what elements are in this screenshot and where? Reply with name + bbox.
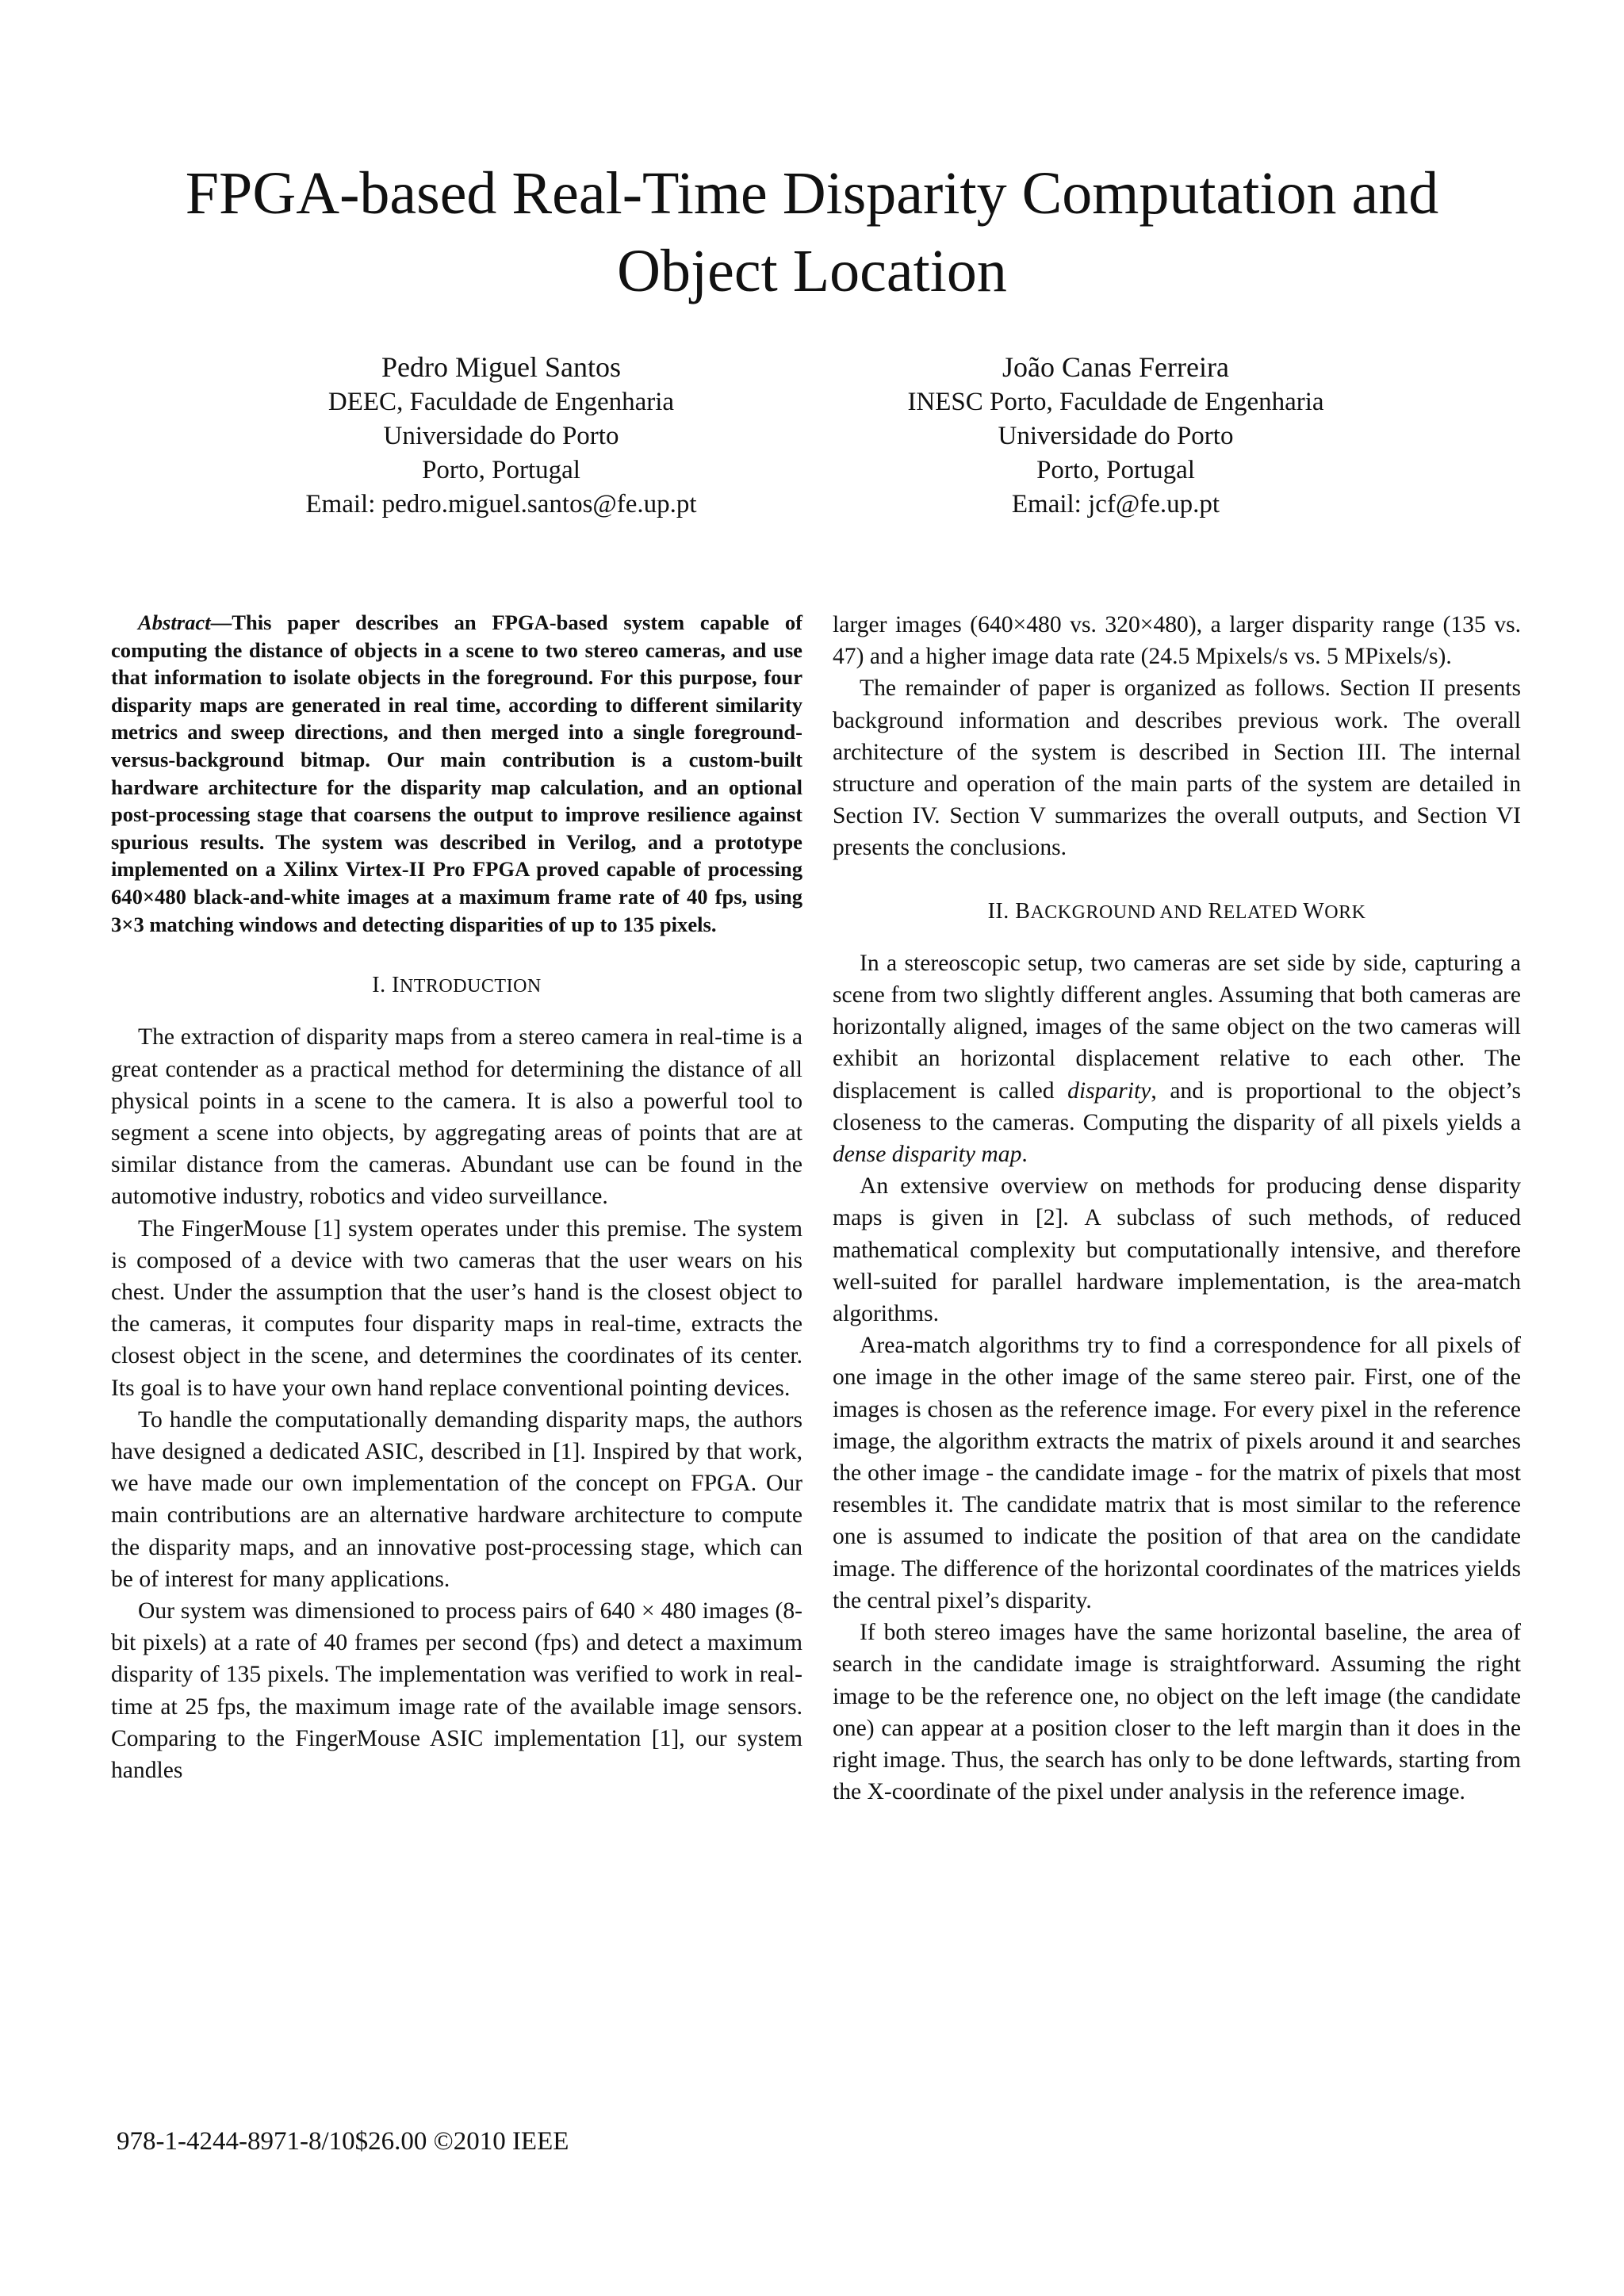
paper-title [0, 155, 1624, 310]
author-department: DEEC, Faculdade de Engenharia [327, 388, 675, 416]
section-title-rest: ELATED [1223, 901, 1298, 923]
right-column [833, 609, 1521, 1808]
author-block-1 [184, 349, 818, 522]
abstract [111, 609, 802, 938]
paragraph: If both stereo images have the same horizontal baseline, the area of search in the candidate image is straightforward. Assuming the right image to be the reference one, no object on the left image (the candidate one) can appear at a position closer to the left margin than it does in the right image. Thus, the search has only to be done leftwards, starting from the X-coordinate of the pixel under analysis in the reference image. [833, 1620, 1521, 1805]
author-city: Porto, Portugal [1036, 456, 1195, 484]
author-name: Pedro Miguel Santos [381, 351, 621, 383]
paragraph [833, 947, 1521, 1170]
text-run: In a stereoscopic setup, two cameras are set side by side, capturing a scene from two slightly different angles. Assuming that both cameras are horizontally aligned, images of the same object on the two cameras will exhibit an horizontal displacement relative to each other. The displacement is called [833, 950, 1521, 1104]
section-heading-introduction [111, 970, 802, 1002]
section-title-initial: W [1303, 898, 1325, 924]
author-name: João Canas Ferreira [1002, 351, 1229, 383]
title-line-2: Object Location [617, 238, 1007, 304]
section-title-rest: NTRODUCTION [399, 976, 542, 997]
paragraph: The extraction of disparity maps from a stereo camera in real-time is a great contender as a practical method for determining the distance of all physical points in a scene to the camera. It is also a powerful tool to segment a scene into objects, by aggregating areas of points that are at similar distance from the cameras. Abundant use can be found in the automotive industry, robotics and video surveillance. [111, 1024, 802, 1210]
author-university: Universidade do Porto [383, 422, 619, 450]
paragraph: The remainder of paper is organized as follows. Section II presents background information and describes previous work. The overall architecture of the system is described in Section III. The internal structure and operation of the main parts of the system are detailed in Section IV. Section V summarizes the overall outputs, and Section VI presents the conclusions. [833, 675, 1521, 861]
paragraph: To handle the computationally demanding disparity maps, the authors have designed a dedicated ASIC, described in [1]. Inspired by that work, we have made our own implementation of the concept on FPGA. Our main contributions are an alternative hardware architecture to compute the disparity maps, and an innovative post-processing stage, which can be of interest for many applications. [111, 1406, 802, 1592]
emphasis-term: dense disparity map [833, 1142, 1022, 1168]
section-numeral: II. [987, 898, 1009, 924]
author-department: INESC Porto, Faculdade de Engenharia [907, 388, 1324, 416]
section-title-rest: ORK [1324, 901, 1366, 923]
author-block-2 [799, 349, 1433, 522]
author-email: Email: pedro.miguel.santos@fe.up.pt [305, 490, 697, 519]
text-run: , and is proportional to the object’s closeness to the cameras. Computing the disparity of all pixels yields a [833, 1077, 1521, 1135]
emphasis-term: disparity [1067, 1077, 1151, 1104]
section-title-initial: I [392, 973, 400, 998]
left-column [111, 609, 802, 1786]
author-email: Email: jcf@fe.up.pt [1011, 490, 1220, 519]
section-heading-background [833, 896, 1521, 928]
section-title-rest: ACKGROUND AND [1030, 901, 1202, 923]
paragraph-continuation: larger images (640×480 vs. 320×480), a larger disparity range (135 vs. 47) and a higher image data rate (24.5 Mpixels/s vs. 5 MPixels/s). [833, 612, 1521, 670]
paragraph: Our system was dimensioned to process pairs of 640 × 480 images (8-bit pixels) at a rate of 40 frames per second (fps) and detect a maximum disparity of 135 pixels. The implementation was verified to work in real-time at 25 fps, the maximum image rate of the available image sensors. Comparing to the FingerMouse ASIC implementation [1], our system handles [111, 1598, 802, 1783]
paragraph: Area-match algorithms try to find a correspondence for all pixels of one image in the other image of the same stereo pair. First, one of the images is chosen as the reference image. For every pixel in the reference image, the algorithm extracts the matrix of pixels around it and searches the other image - the candidate image - for the matrix of pixels that most resembles it. The candidate matrix that is most similar to the reference one is assumed to indicate the position of that area on the candidate image. The difference of the horizontal coordinates of the matrices yields the central pixel’s disparity. [833, 1333, 1521, 1613]
copyright-footer: 978-1-4244-8971-8/10$26.00 ©2010 IEEE [117, 2127, 569, 2156]
title-line-1: FPGA-based Real-Time Disparity Computation and [185, 160, 1439, 227]
section-title-initial: B [1015, 898, 1031, 924]
abstract-text: —This paper describes an FPGA-based system capable of computing the distance of objects in a scene to two stereo cameras, and use that information to isolate objects in the foreground. For this purpose, four disparity maps are generated in real time, according to different similarity metrics and sweep directions, and then merged into a single foreground-versus-background bitmap. Our main contribution is a custom-built hardware architecture for the disparity map calculation, and an optional post-processing stage that coarsens the output to improve resilience against spurious results. The system was described in Verilog, and a prototype implemented on a Xilinx Virtex-II Pro FPGA proved capable of processing 640×480 black-and-white images at a maximum frame rate of 40 fps, using 3×3 matching windows and detecting disparities of up to 135 pixels. [111, 610, 802, 936]
text-run: . [1021, 1142, 1028, 1168]
abstract-label: Abstract [138, 610, 211, 634]
section-title-initial: R [1208, 898, 1224, 924]
paragraph: The FingerMouse [1] system operates under this premise. The system is composed of a device with two cameras that the user wears on his chest. Under the assumption that the user’s hand is the closest object to the cameras, it computes four disparity maps in real-time, extracts the closest object in the scene, and determines the coordinates of its center. Its goal is to have your own hand replace conventional pointing devices. [111, 1215, 802, 1401]
section-numeral: I. [372, 973, 386, 998]
paragraph: An extensive overview on methods for producing dense disparity maps is given in [2]. A subclass of such methods, of reduced mathematical complexity but computationally intensive, and therefore well-suited for parallel hardware implementation, is the area-match algorithms. [833, 1173, 1521, 1327]
author-university: Universidade do Porto [998, 422, 1234, 450]
author-city: Porto, Portugal [422, 456, 580, 484]
